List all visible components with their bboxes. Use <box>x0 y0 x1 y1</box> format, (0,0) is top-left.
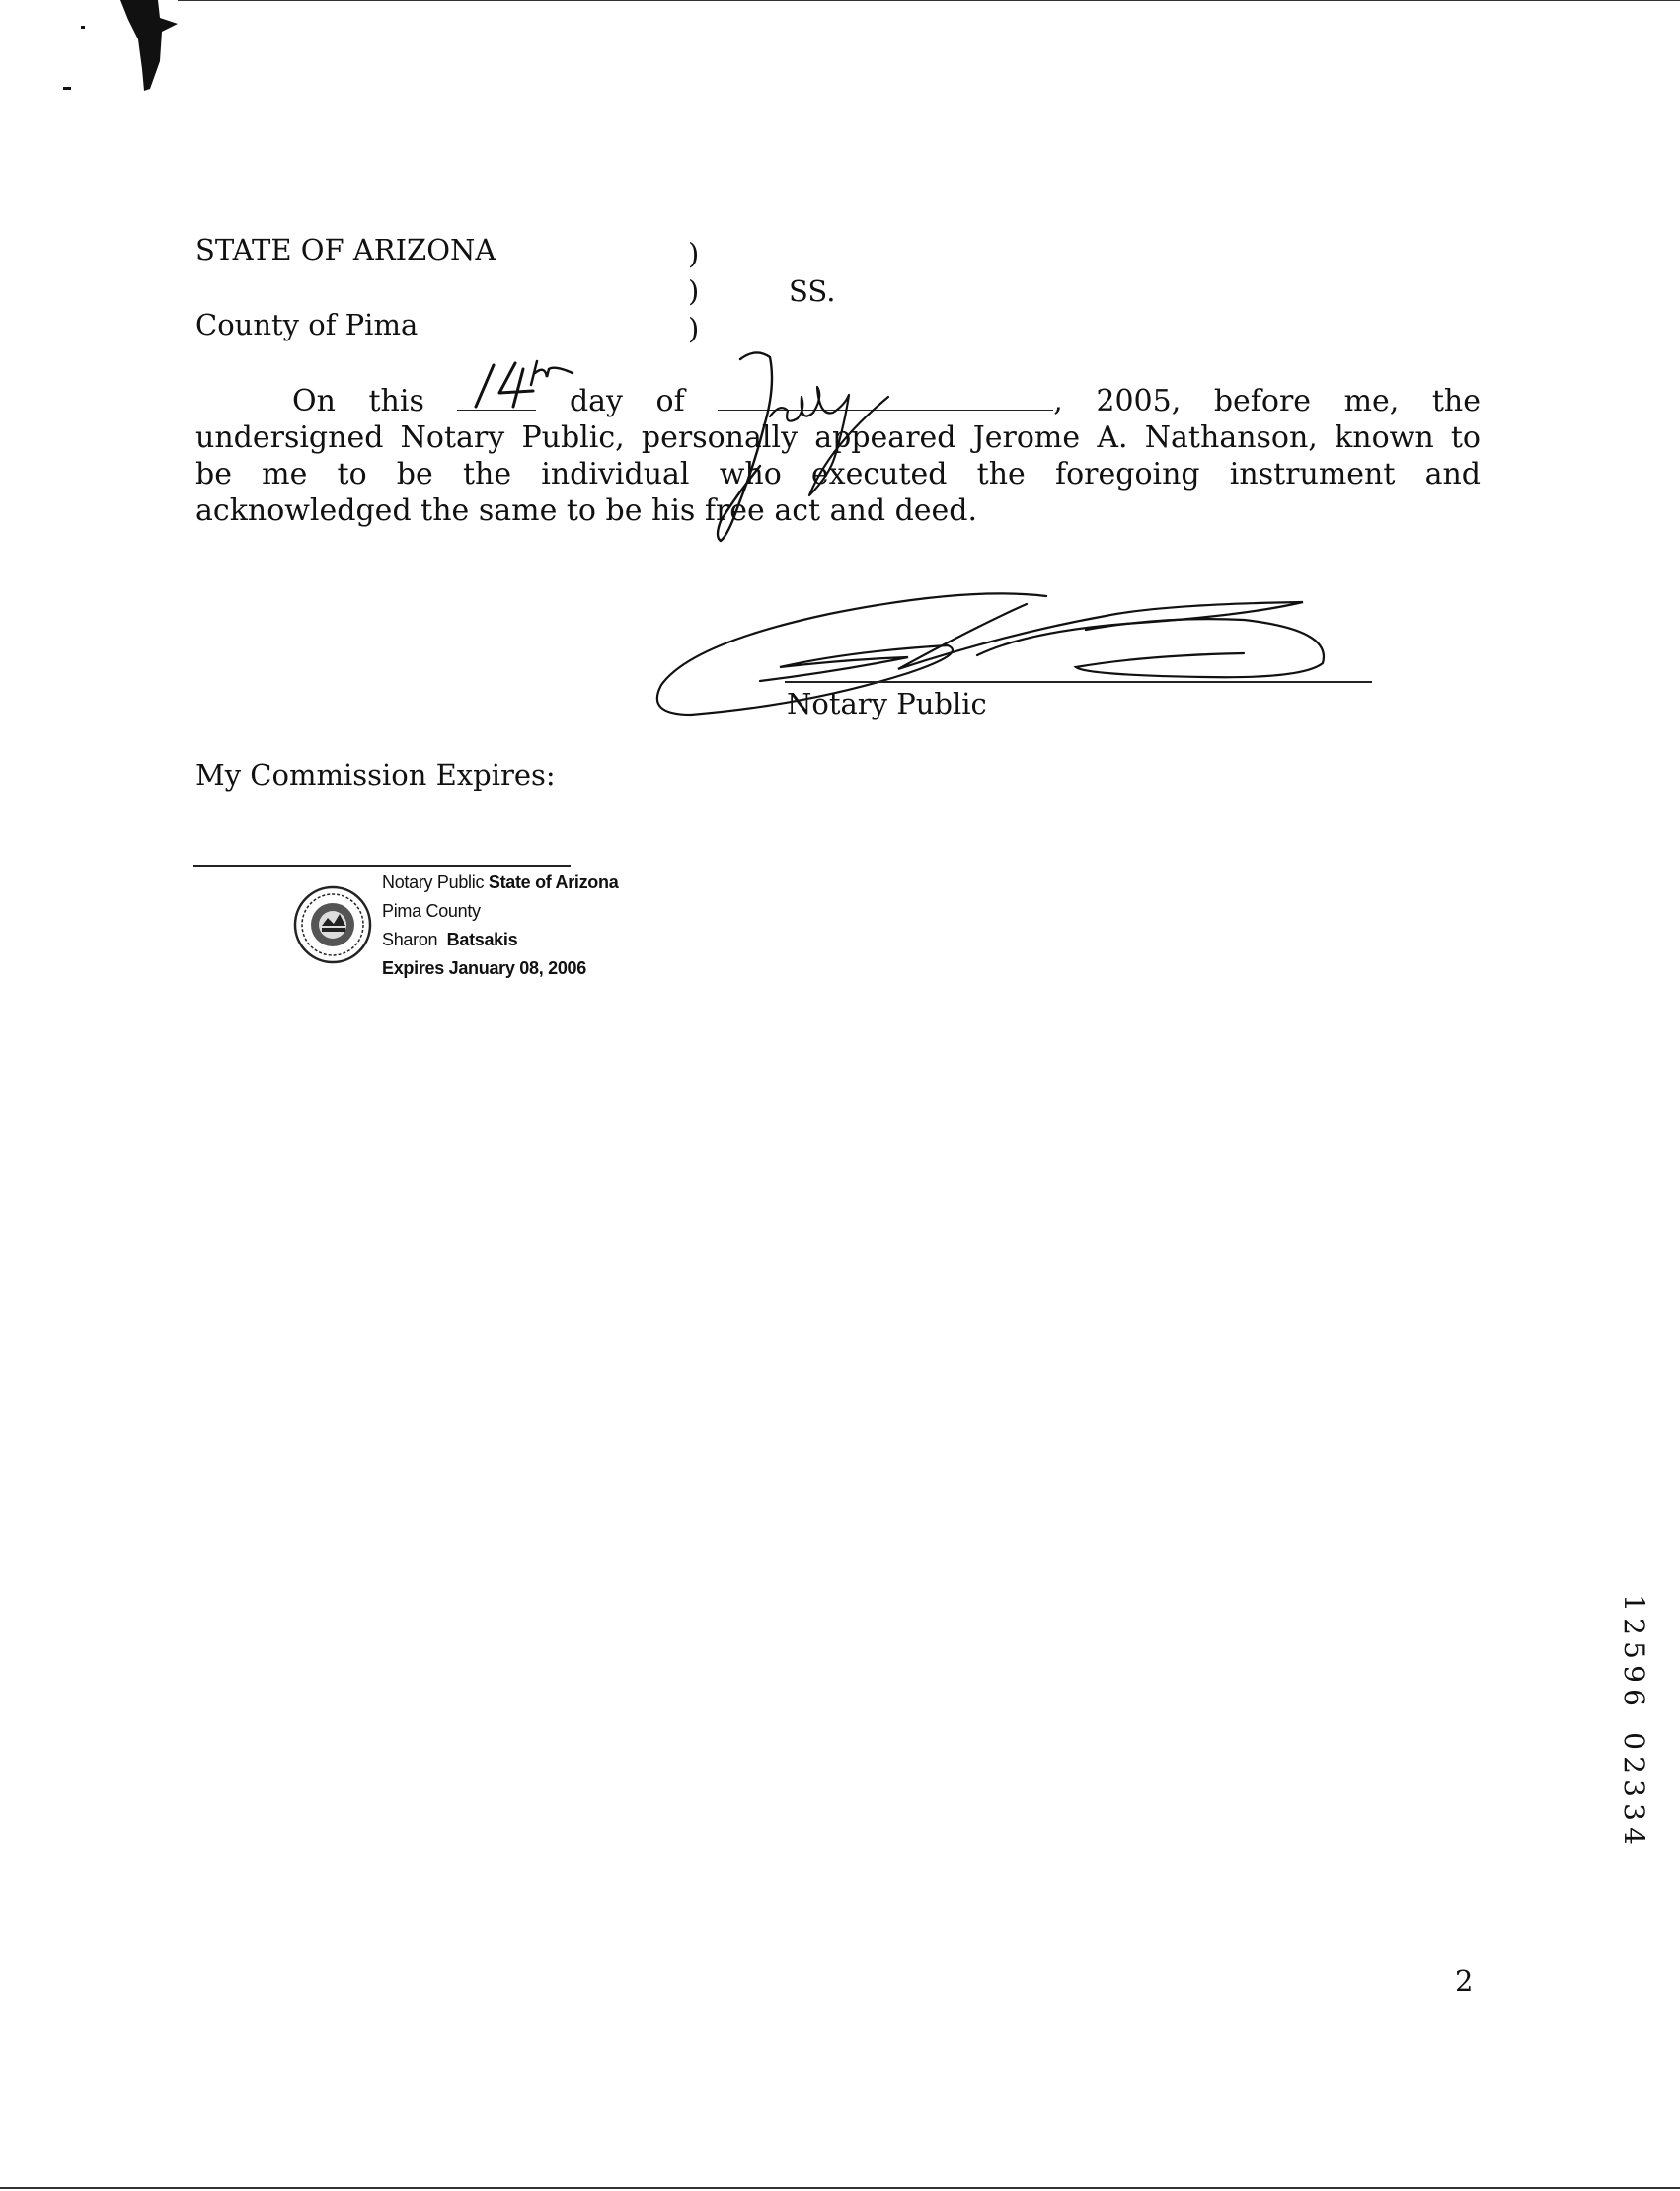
notary-stamp-text <box>382 869 618 983</box>
handwritten-day <box>466 355 584 415</box>
venue-state: STATE OF ARIZONA <box>195 233 496 266</box>
paragraph-line-4: acknowledged the same to be his free act and deed. <box>195 493 978 528</box>
notary-public-label: Notary Public <box>787 687 987 720</box>
scan-artifact <box>59 0 188 99</box>
document-number-vertical <box>1619 1591 1648 1848</box>
doc-digit: 6 <box>1618 1689 1650 1706</box>
doc-digit: 1 <box>1618 1594 1650 1612</box>
page-number: 2 <box>1455 1964 1474 1998</box>
stamp-line-1: Notary Public State of Arizona <box>382 872 619 892</box>
paragraph-line-2: undersigned Notary Public, personally appeared Jerome A. Nathanson, known to <box>195 420 1481 455</box>
notary-signature <box>651 586 1342 734</box>
text-on-this: On this <box>292 384 424 418</box>
doc-digit: 4 <box>1618 1827 1650 1845</box>
doc-digit: 9 <box>1618 1665 1650 1683</box>
venue-paren-1: ) <box>688 237 700 270</box>
commission-line <box>193 865 571 867</box>
text-year: , 2005, before me, the <box>1053 384 1482 418</box>
venue-paren-2: ) <box>688 274 700 308</box>
handwritten-month <box>691 347 928 555</box>
venue-ss: SS. <box>789 274 836 308</box>
signature-line <box>785 681 1372 683</box>
doc-digit: 2 <box>1618 1618 1650 1635</box>
stamp-line-4: Expires January 08, 2006 <box>382 958 586 978</box>
bottom-scan-line <box>0 2187 1680 2189</box>
doc-digit: 3 <box>1618 1779 1650 1797</box>
venue-county: County of Pima <box>195 308 419 341</box>
doc-digit: 5 <box>1618 1641 1650 1659</box>
state-seal-icon <box>292 882 373 967</box>
doc-digit: 3 <box>1618 1803 1650 1821</box>
stamp-line-3: Sharon Batsakis <box>382 930 518 949</box>
venue-paren-3: ) <box>688 312 700 345</box>
text-day-of: day of <box>569 384 685 418</box>
doc-digit: 0 <box>1618 1732 1650 1750</box>
paragraph-line-3: be me to be the individual who executed the foregoing instrument and <box>195 457 1481 491</box>
doc-digit: 2 <box>1618 1756 1650 1774</box>
commission-expires-label: My Commission Expires: <box>195 758 556 792</box>
stamp-line-2: Pima County <box>382 901 481 921</box>
top-scan-line <box>178 0 1680 1</box>
